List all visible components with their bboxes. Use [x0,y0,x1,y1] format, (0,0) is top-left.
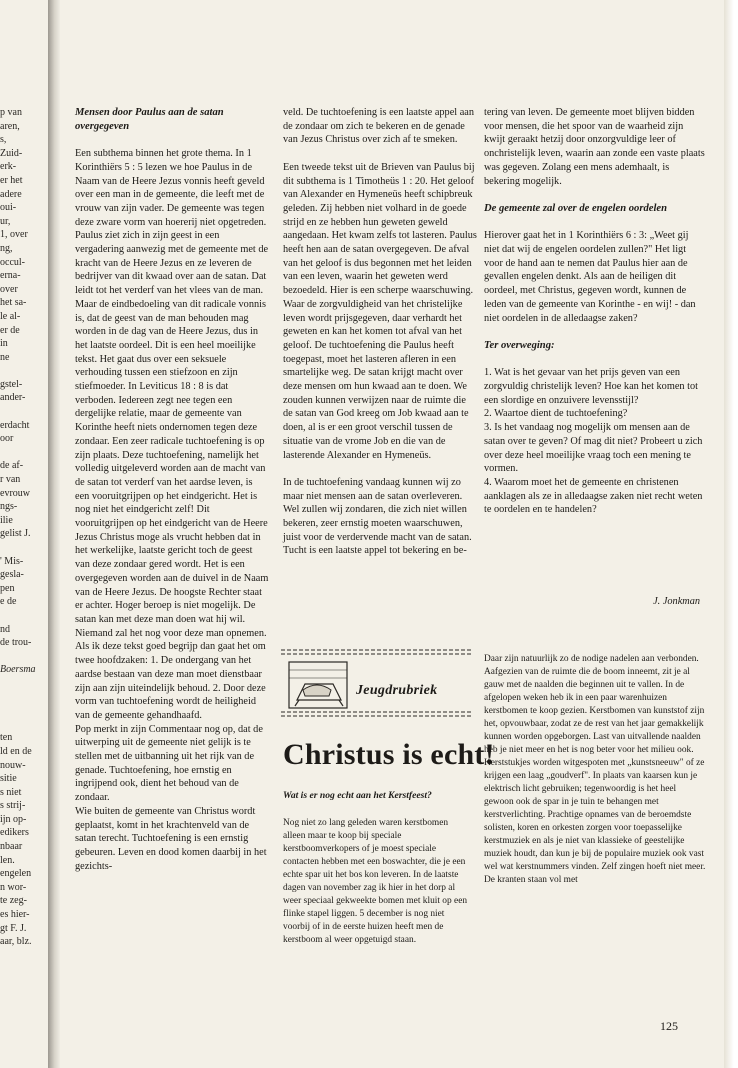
fragment-line: in [0,338,8,350]
fragment-line: 1, over [0,229,28,241]
question-item: 1. Wat is het gevaar van het prijs geven van een zorgvuldig christelijk leven? Hoe kan het komen tot een slordige en onzuivere levensstijl? [484,367,698,406]
question-item: 3. Is het vandaag nog mogelijk om mensen aan de satan over te geven? Of mag dit niet? Probeert u zich over deze heel moeilijke vraag toch een mening te vormen. [484,422,703,475]
fragment-line [0,718,47,732]
jeugd-column-right [484,653,706,887]
fragment-line: ng, [0,242,13,254]
fragment-line: erk- [0,161,17,173]
article-subtitle: Wat is er nog echt aan het Kerstfeest? [283,790,432,801]
fragment-line: aren, [0,120,20,132]
paragraph: Pop merkt in zijn Commentaar nog op, dat de uitwerping uit de gemeente niet gelijk is te stellen met de uitbanning uit het rijk van de genade. Tuchtoefening, hoe ernstig en ingrijpend ook, dient het behoud van de zondaar. [75,723,263,804]
question-item: 4. Waarom moet het de gemeente en christenen aanklagen als ze in alledaagse zaken niet recht weten te oordelen en te handelen? [484,476,703,516]
fragment-line: erdacht [0,419,30,431]
fragment-line: gelist J. [0,528,31,540]
paragraph: Hierover gaat het in 1 Korinthiërs 6 : 3: „Weet gij niet dat wij de engelen oordelen zullen?" Het ligt voor de hand aan te nemen dat Paulus hier aan de gevallen engelen denkt. Als aan de heiligen dit oordeel, met Christus, gegeven wordt, kunnen de leden van de gemeente van Korinthe - en wij! - dan niet oordelen in de alledaagse zaken? [484,230,696,324]
paragraph: In de tuchtoefening vandaag kunnen wij zo maar niet mensen aan de satan overleveren. Wel zullen wij zondaren, die zich niet willen bekeren, zeer ernstig moeten waarschuwen, juist voor de verdervende macht van de satan. Tucht is een laatste appel tot bekering en be- [283,476,472,557]
fragment-line [0,541,47,555]
fragment-line: ' Mis- [0,555,24,567]
fragment-line: ur, [0,215,11,227]
fragment-line [0,609,47,623]
fragment-line: occul- [0,256,25,268]
author-signature: J. Jonkman [653,596,700,607]
fragment-line [0,650,47,664]
fragment-line: oui- [0,202,17,214]
fragment-line: gt F. J. [0,922,27,934]
fragment-line: ten [0,732,13,744]
fragment-line: n wor- [0,881,27,893]
fragment-line: te zeg- [0,895,27,907]
fragment-line: nouw- [0,759,26,771]
fragment-line: ilie [0,514,13,526]
fragment-line [0,446,47,460]
paragraph: tering van leven. De gemeente moet blijven bidden voor mensen, die het spoor van de waarheid zijn kwijt geraakt hetzij door onzorgvuldige leer of onchristelijk leven, waarin aan zonde een vaste plaats was gegeven. Zolang een mens ademhaalt, is bekering mogelijk. [484,107,705,187]
fragment-line: es hier- [0,909,30,921]
page-edge [724,0,738,1068]
fragment-line: Zuid- [0,147,23,159]
article-title: Christus is echt! [283,738,495,771]
fragment-line: ngs- [0,501,18,513]
paragraph: Een tweede tekst uit de Brieven van Paulus bij dit subthema is 1 Timotheüs 1 : 20. Het geloof van Alexander en Hymeneüs heeft schipbreuk geleden. Zij hebben niet volhard in de goede strijd en ze hebben hun geweten geweld aangedaan. Het kwam zelfs tot lasteren. Paulus heeft hen aan de satan overgegeven. De afval van het geloof is dus begonnen met het leiden van een leven, waarin het geweten werd bezoedeld. Hier is een scherpe waarschuwing. Waar de zorgvuldigheid van het christelijke leven wordt prijsgegeven, daar verhardt het geweten en kan het komen tot afval van het geloof. De tuchtoefening die Paulus heeft toegepast, moet het lasteren afleren in een smartelijke weg. De satan krijgt macht over deze mensen om hun kwaad aan te doen. We zouden kunnen verwijzen naar de ruimte die de satan van God kreeg om Job kwaad aan te doen, al is er een groot verschil tussen de situatie van de vrome Job en die van de lasterende Alexander en Hymeneüs. [283,161,477,461]
fragment-line [0,364,47,378]
previous-page-fragments [0,106,47,949]
fragment-line: Boersma [0,664,36,676]
fragment-line: nd [0,623,10,635]
fragment-line [0,677,47,691]
fragment-line: nbaar [0,841,23,853]
fragment-line: s strij- [0,800,26,812]
question-list [484,366,706,517]
paragraph: Nog niet zo lang geleden waren kerstbomen alleen maar te koop bij speciale kerstboomverkopers of je moest speciale contacten hebben met een boswachter, die je een echte spar uit het bos kon leveren. In de laatste dagen van november zag ik hier in het dorp al weer speciaal gekweekte bomen met kluit op een flinke stapel liggen. 5 december is nog niet voorbij of in de eerste huizen heeft men de kerstboom al weer opgetuigd staan. [283,818,468,945]
fragment-line: pen [0,582,15,594]
fragment-line: ne [0,351,10,363]
crib-illustration-icon [287,660,349,710]
fragment-line [0,405,47,419]
column-2 [283,106,477,558]
section-heading-engelen: De gemeente zal over de engelen oordelen [484,202,667,214]
fragment-line: er het [0,174,23,186]
fragment-line: ander- [0,392,26,404]
fragment-line: evrouw [0,487,30,499]
fragment-line: engelen [0,868,32,880]
fragment-line: het sa- [0,297,27,309]
fragment-line: ijn op- [0,813,27,825]
paragraph: veld. De tuchtoefening is een laatste appel aan de zondaar om zich te bekeren en de genade van Jezus Christus over zich af te smeken. [283,107,474,146]
section-heading-satan: Mensen door Paulus aan de satan overgegeven [75,107,224,132]
book-gutter [48,0,60,1068]
fragment-line: de trou- [0,637,32,649]
fragment-line: le al- [0,310,21,322]
fragment-line: len. [0,854,15,866]
fragment-line: s, [0,134,7,146]
fragment-line [0,691,47,705]
fragment-line: er de [0,324,20,336]
fragment-line: aar, blz. [0,936,32,948]
fragment-line: e de [0,596,17,608]
fragment-line: p van [0,107,22,118]
question-item: 2. Waartoe dient de tuchtoefening? [484,408,628,420]
column-3 [484,106,706,517]
fragment-line: r van [0,474,21,486]
fragment-line: de af- [0,460,24,472]
fragment-line: sitie [0,773,17,785]
fragment-line: adere [0,188,22,200]
paragraph: Wie buiten de gemeente van Christus wordt geplaatst, komt in het krachtenveld van de satan terecht. Tuchtoefening is een ernstig gebeuren. Leven en dood komen daarbij in het gezichts- [75,805,267,872]
paragraph: Daar zijn natuurlijk zo de nodige nadelen aan verbonden. Aafgezien van de ruimte die de boom inneemt, zit je al gauw met de naalden die beginnen uit te vallen. In de afgelopen weken heb ik in een paar warenhuizen kerstbomen te koop gezien. Kerstbomen van kunststof zijn het, opvouwbaar, zodat ze de rest van het jaar gemakkelijk kunnen worden opgeborgen. Last van uitvallende naalden heb je niet meer en het is nog beter voor het milieu ook. Kerststukjes worden witgespoten met „kunstsneeuw" of ze krijgen een laag „goudverf". In plaats van kaarsen kun je elektrisch licht gebruiken; tegenwoordig is het heel gewoon ook de spar in je tuin te behangen met kerstverlichting. Prachtige opnames van de beroemdste solisten, koren en orkesten zorgen voor toepasselijke kerstmuziek en als je niet van klassieke of geestelijke muziek houdt, dan kun je bij de populaire muziek ook vast wel wat kerstnummers vinden. Zelf zingen hoeft niet meer. De kranten staan vol met [484,654,706,885]
fragment-line: erna- [0,270,21,282]
section-banner-jeugdrubriek: Jeugdrubriek [356,683,438,698]
fragment-line: edikers [0,827,29,839]
fragment-line: s niet [0,786,22,798]
fragment-line: over [0,283,18,295]
paragraph: Een subthema binnen het grote thema. In 1 Korinthiërs 5 : 5 lezen we hoe Paulus in de Naam van de Heere Jezus vonnis heeft geveld over een man in de gemeente, die leeft met de vrouw van zijn vader. De gemeente was tegen deze zware vorm van hoererij niet opgetreden. Paulus ziet zich in zijn geest in een vergadering aanwezig met de gemeente met de kracht van de Heere Jezus en ze leveren de bedrijver van dit kwaad over aan de satan. Dat leidt tot het verderf van het vlees van de man. Maar de eindbedoeling van dit radicale vonnis is, dat de geest van de man behouden mag worden in de dag van de Heere Jezus, dus in het laatste oordeel. Dit is een heel moeilijke tekst. Het gaat dus over een seksuele verhouding tussen een stiefzoon en zijn stiefmoeder. In Leviticus 18 : 8 is dat verboden. Iedereen zegt nee tegen een dergelijke relatie, maar de gemeente van Korinthe heeft niets ondernomen tegen deze zondaar. Een zeer radicale tuchtoefening is op zijn plaats. Deze tuchtoefening, namelijk het volledig uitgeleverd worden aan de macht van de satan tot verderf van het aardse leven, is een vooruitgrijpen op het eindgericht. Het is nog niet het eindgericht zelf! Dit vooruitgrijpen op het eindgericht van de Heere Jezus Christus moge als vrucht hebben dat in het werkelijke, laatste gericht toch de geest van deze zondaar gered wordt. Het is een overgegeven worden aan de duivel in de Naam van de Heere Jezus. De hoogste Rechter staat er achter. Hoger beroep is niet mogelijk. De satan kan met deze man doen wat hij wil. Niemand zal het nog voor deze man opnemen. Als ik deze tekst goed begrijp dan gaat het om twee hoofdzaken: 1. De ondergang van het aardse bestaan van deze man moet dienstbaar zijn aan zijn uiteindelijk behoud. 2. Door deze vorm van tuchtoefening wordt de heiligheid van de gemeente gehandhaafd. [75,148,269,721]
page-number: 125 [660,1019,678,1033]
fragment-line: gesla- [0,569,24,581]
section-heading-overweging: Ter overweging: [484,339,555,351]
fragment-line: ld en de [0,745,32,757]
fragment-line: gstel- [0,378,23,390]
fragment-line: oor [0,433,14,445]
fragment-line [0,704,47,718]
jeugd-column-left [283,817,471,947]
column-1 [75,106,269,873]
